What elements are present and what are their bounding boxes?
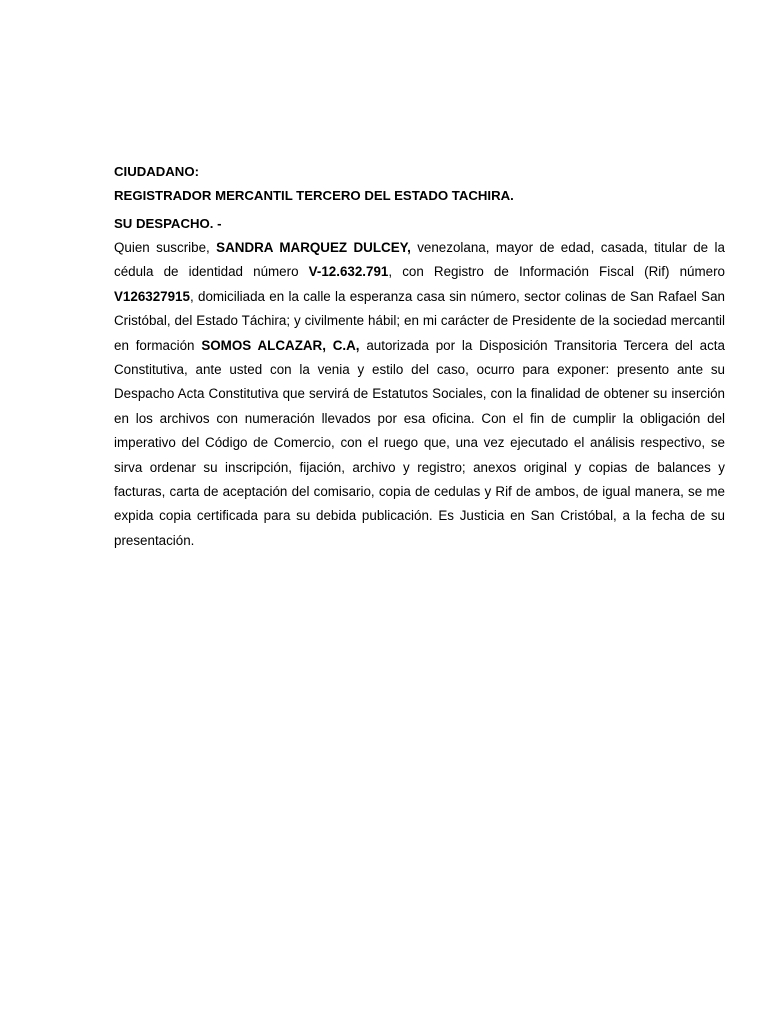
id-number: V-12.632.791 bbox=[308, 264, 389, 280]
document-page bbox=[114, 160, 725, 553]
company-name: SOMOS ALCAZAR, C.A, bbox=[201, 337, 360, 353]
body-text-segment: , domiciliada en la calle la esperanza casa sin número, sector colinas de San Rafael San Cristóbal, del Estado Táchira; y civilmente hábil; en mi carácter de Presidente de la sociedad mercantil en formación bbox=[114, 288, 725, 353]
body-text-segment: Quien suscribe, bbox=[114, 240, 217, 255]
body-text-segment: , con Registro de Información Fiscal (Rif) número bbox=[388, 264, 725, 280]
rif-number: V126327915 bbox=[114, 288, 190, 304]
body-text-segment: autorizada por la Disposición Transitoria Tercera del acta Constitutiva, ante usted con la venia y estilo del caso, ocurro para exponer: presento ante su Despacho Acta Constitutiva que servirá de Estatutos Sociales, con la finalidad de obtener su inserción en los archivos con numeración llevados por esa oficina. Con el fin de cumplir la obligación del imperativo del Código de Comercio, con el ruego que, una vez ejecutado el análisis respectivo, se sirva ordenar su inscripción, fijación, archivo y registro; anexos original y copias de balances y facturas, carta de aceptación del comisario, copia de cedulas y Rif de ambos, de igual manera, se me expida copia certificada para su debida publicación. Es Justicia en San Cristóbal, a la fecha de su presentación. bbox=[114, 337, 725, 548]
office-line: SU DESPACHO. - bbox=[114, 216, 222, 231]
recipient-line: REGISTRADOR MERCANTIL TERCERO DEL ESTADO TACHIRA. bbox=[114, 188, 514, 203]
applicant-name: SANDRA MARQUEZ DULCEY, bbox=[216, 240, 411, 255]
salutation: CIUDADANO: bbox=[114, 164, 199, 179]
body-text-segment: venezolana, mayor de edad, casada, titular de la cédula de identidad número bbox=[114, 240, 725, 280]
body-paragraph bbox=[114, 236, 725, 553]
